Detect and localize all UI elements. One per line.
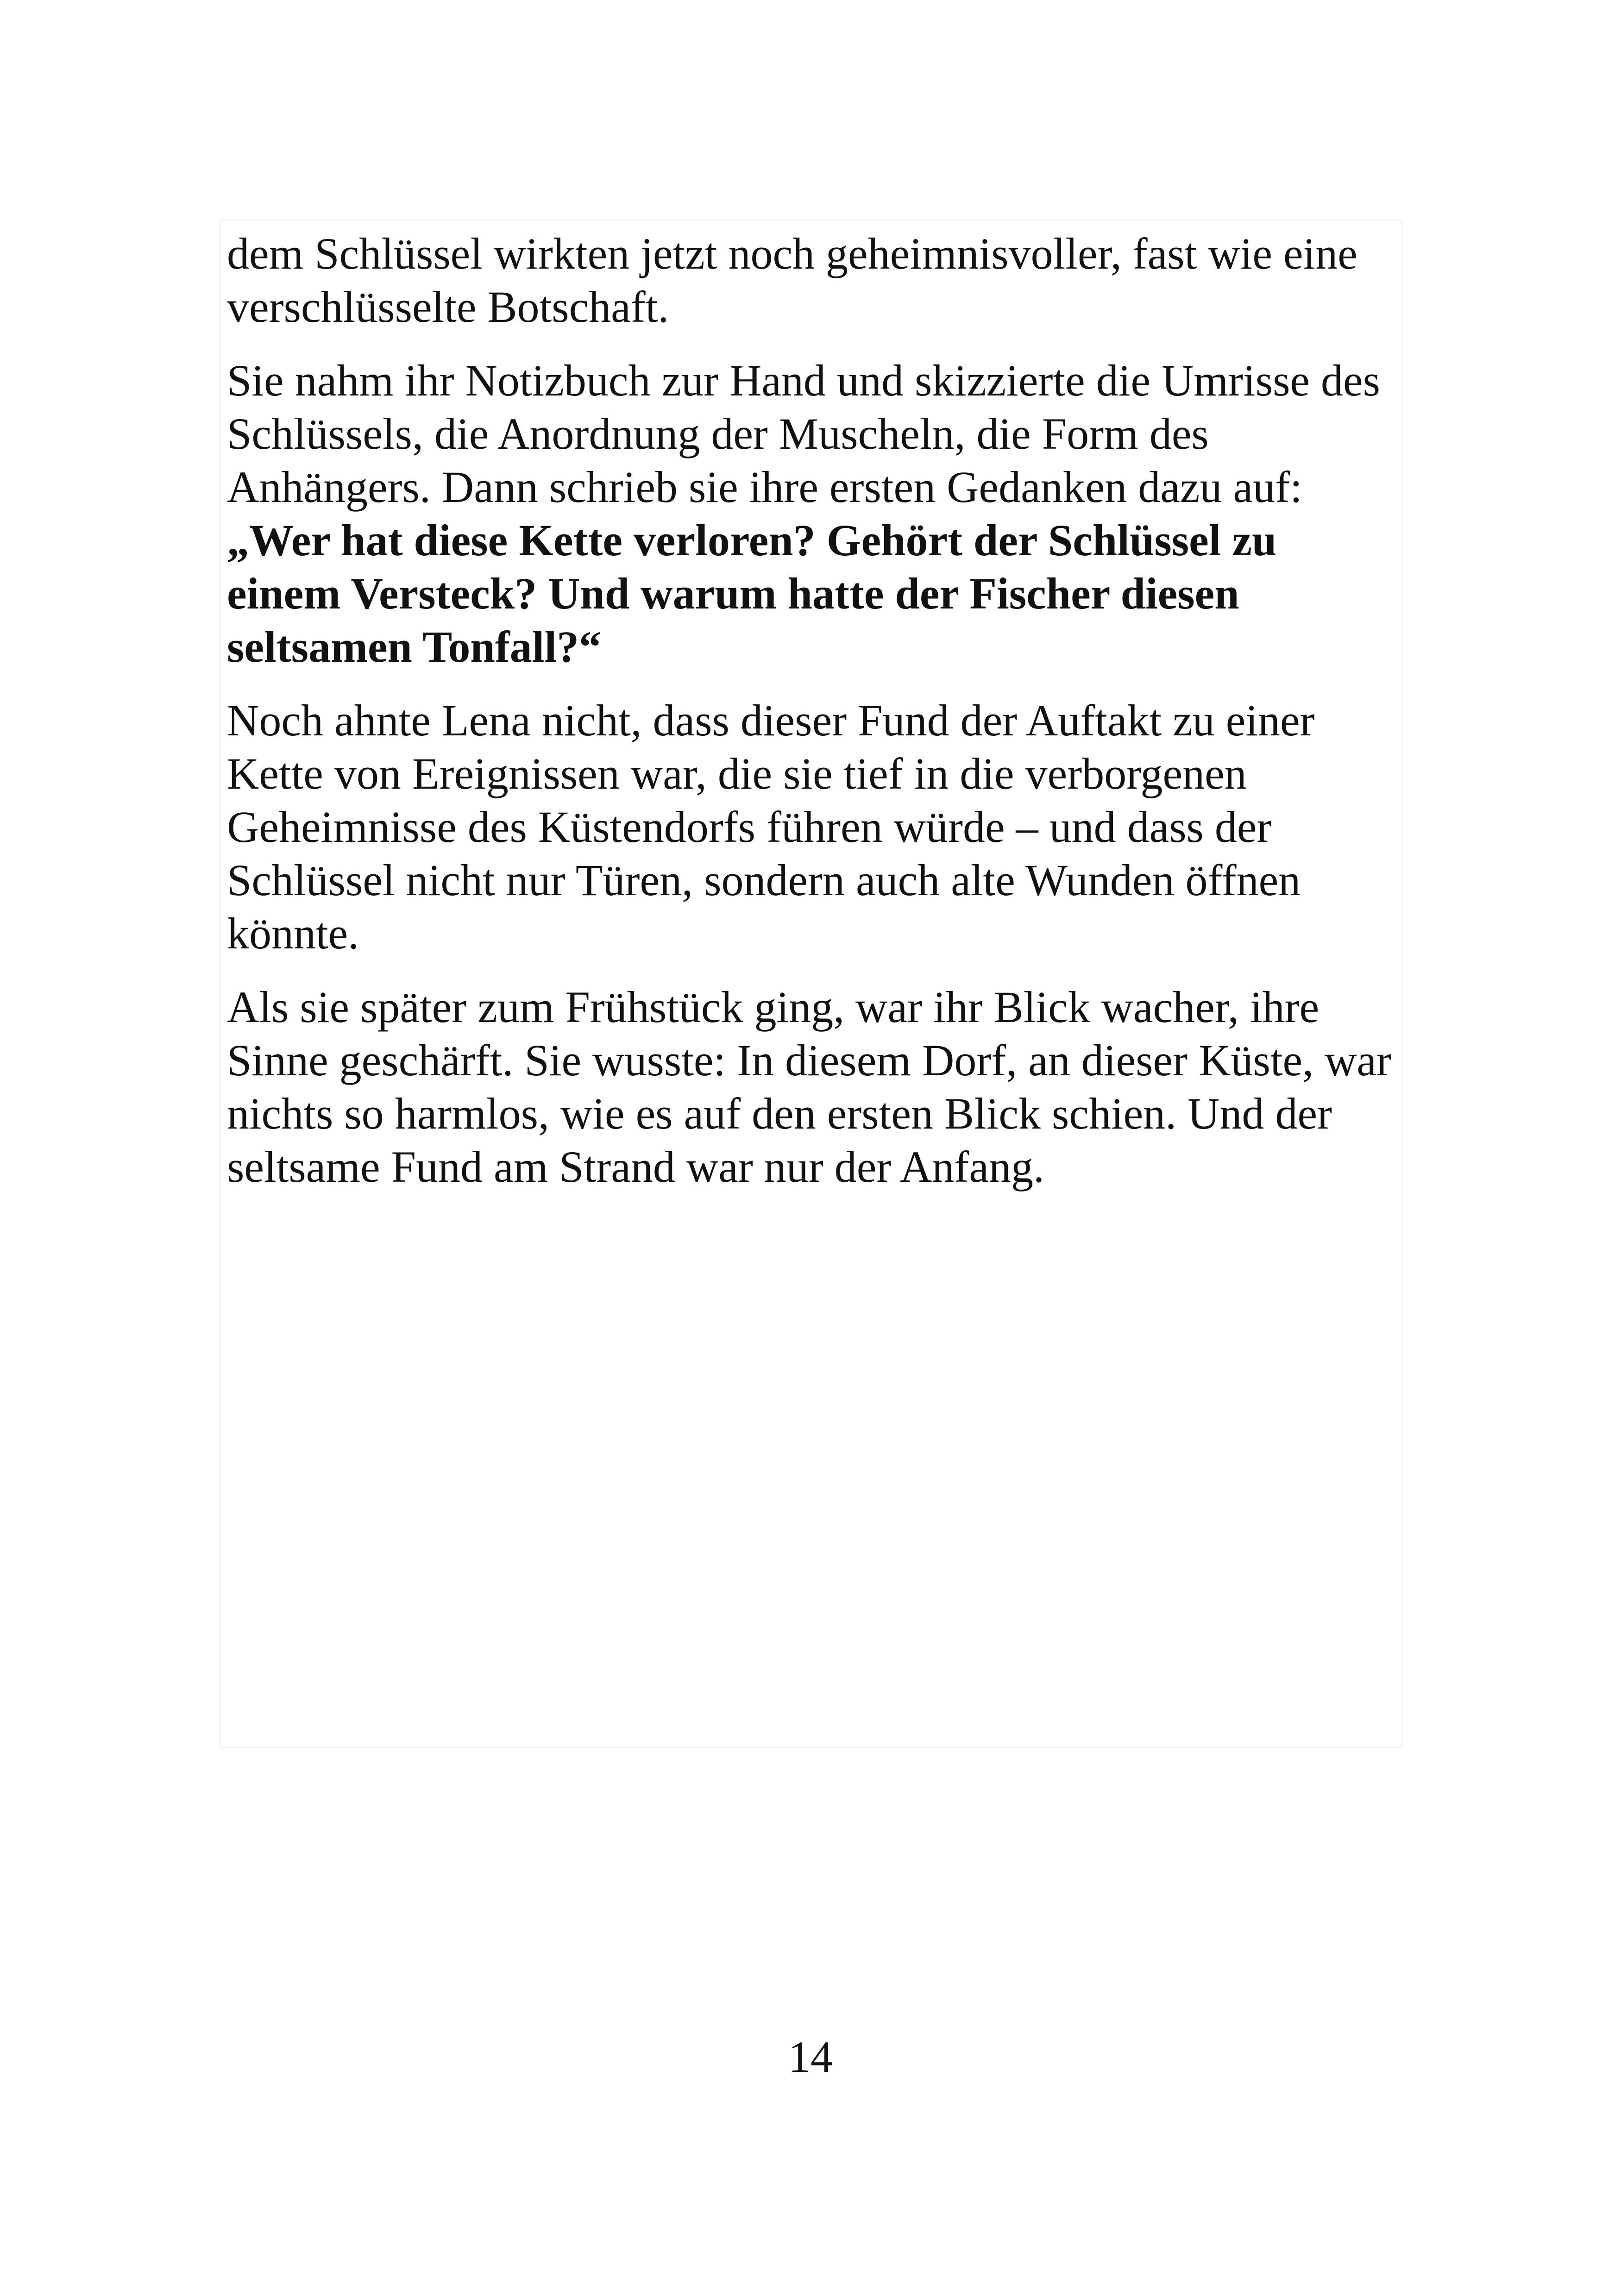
page-number: 14 bbox=[788, 2032, 833, 2082]
paragraph-4 bbox=[227, 980, 1393, 1193]
paragraph-1 bbox=[227, 227, 1393, 333]
paragraph-3 bbox=[227, 694, 1393, 960]
paragraph-1-text: dem Schlüssel wirkten jetzt noch geheimnisvoller, fast wie eine verschlüsselte Botschaft. bbox=[227, 229, 1357, 332]
text-frame bbox=[220, 220, 1402, 1748]
paragraph-3-text: Noch ahnte Lena nicht, dass dieser Fund der Auftakt zu einer Kette von Ereignissen war, die sie tief in die verborgenen Geheimnisse des Küstendorfs führen würde – und dass der Schlüssel nicht nur Türen, sondern auch alte Wunden öffnen könnte. bbox=[227, 696, 1315, 958]
paragraph-2 bbox=[227, 354, 1393, 673]
paragraph-2-text: Sie nahm ihr Notizbuch zur Hand und skizzierte die Umrisse des Schlüssels, die Anordnung der Muscheln, die Form des Anhängers. Dann schrieb sie ihre ersten Gedanken dazu auf: bbox=[227, 356, 1380, 512]
bold-quote: „Wer hat diese Kette verloren? Gehört der Schlüssel zu einem Versteck? Und warum hatte der Fischer diesen seltsamen Tonfall?“ bbox=[227, 515, 1277, 671]
paragraph-4-text: Als sie später zum Frühstück ging, war ihr Blick wacher, ihre Sinne geschärft. Sie wusste: In diesem Dorf, an dieser Küste, war nichts so harmlos, wie es auf den ersten Blick schien. Und der seltsame Fund am Strand war nur der Anfang. bbox=[227, 982, 1391, 1192]
